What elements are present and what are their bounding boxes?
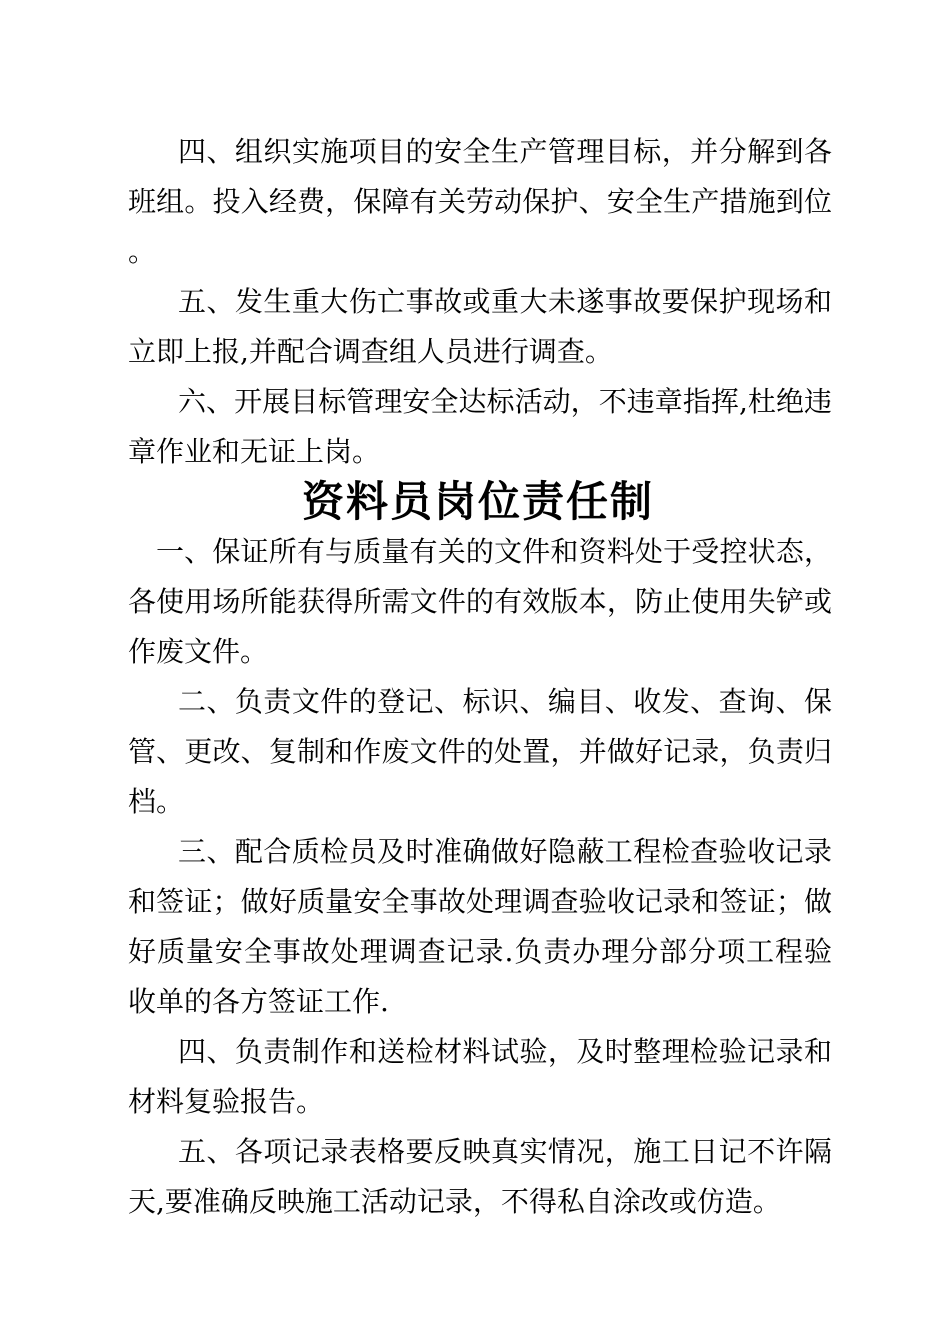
paragraph-three-inspection-records: 三、配合质检员及时准确做好隐蔽工程检查验收记录和签证；做好质量安全事故处理调查验收记录和签证；做好质量安全事故处理调查记录.负责办理分部分项工程验收单的各方签证工作. xyxy=(128,835,832,1018)
paragraph-four-material-testing: 四、负责制作和送检材料试验，及时整理检验记录和材料复验报告。 xyxy=(128,1035,832,1118)
section-title: 资料员岗位责任制 xyxy=(301,477,654,526)
paragraph-two-document-registration: 二、负责文件的登记、标识、编目、收发、查询、保管、更改、复制和作废文件的处置，并做好记录，负责归档。 xyxy=(128,685,832,818)
paragraph-five-accident-report: 五、发生重大伤亡事故或重大未遂事故要保护现场和立即上报,并配合调查组人员进行调查。 xyxy=(128,285,832,368)
paragraph-four-safety-targets: 四、组织实施项目的安全生产管理目标，并分解到各班组。投入经费，保障有关劳动保护、安全生产措施到位。 xyxy=(128,135,832,268)
paragraph-five-record-forms: 五、各项记录表格要反映真实情况，施工日记不许隔天,要准确反映施工活动记录，不得私自涂改或仿造。 xyxy=(128,1135,832,1218)
paragraph-six-target-management: 六、开展目标管理安全达标活动，不违章指挥,杜绝违章作业和无证上岗。 xyxy=(128,385,832,468)
paragraph-one-document-control: 一、保证所有与质量有关的文件和资料处于受控状态，各使用场所能获得所需文件的有效版本，防止使用失铲或作废文件。 xyxy=(128,535,832,668)
document-body xyxy=(128,127,832,1227)
